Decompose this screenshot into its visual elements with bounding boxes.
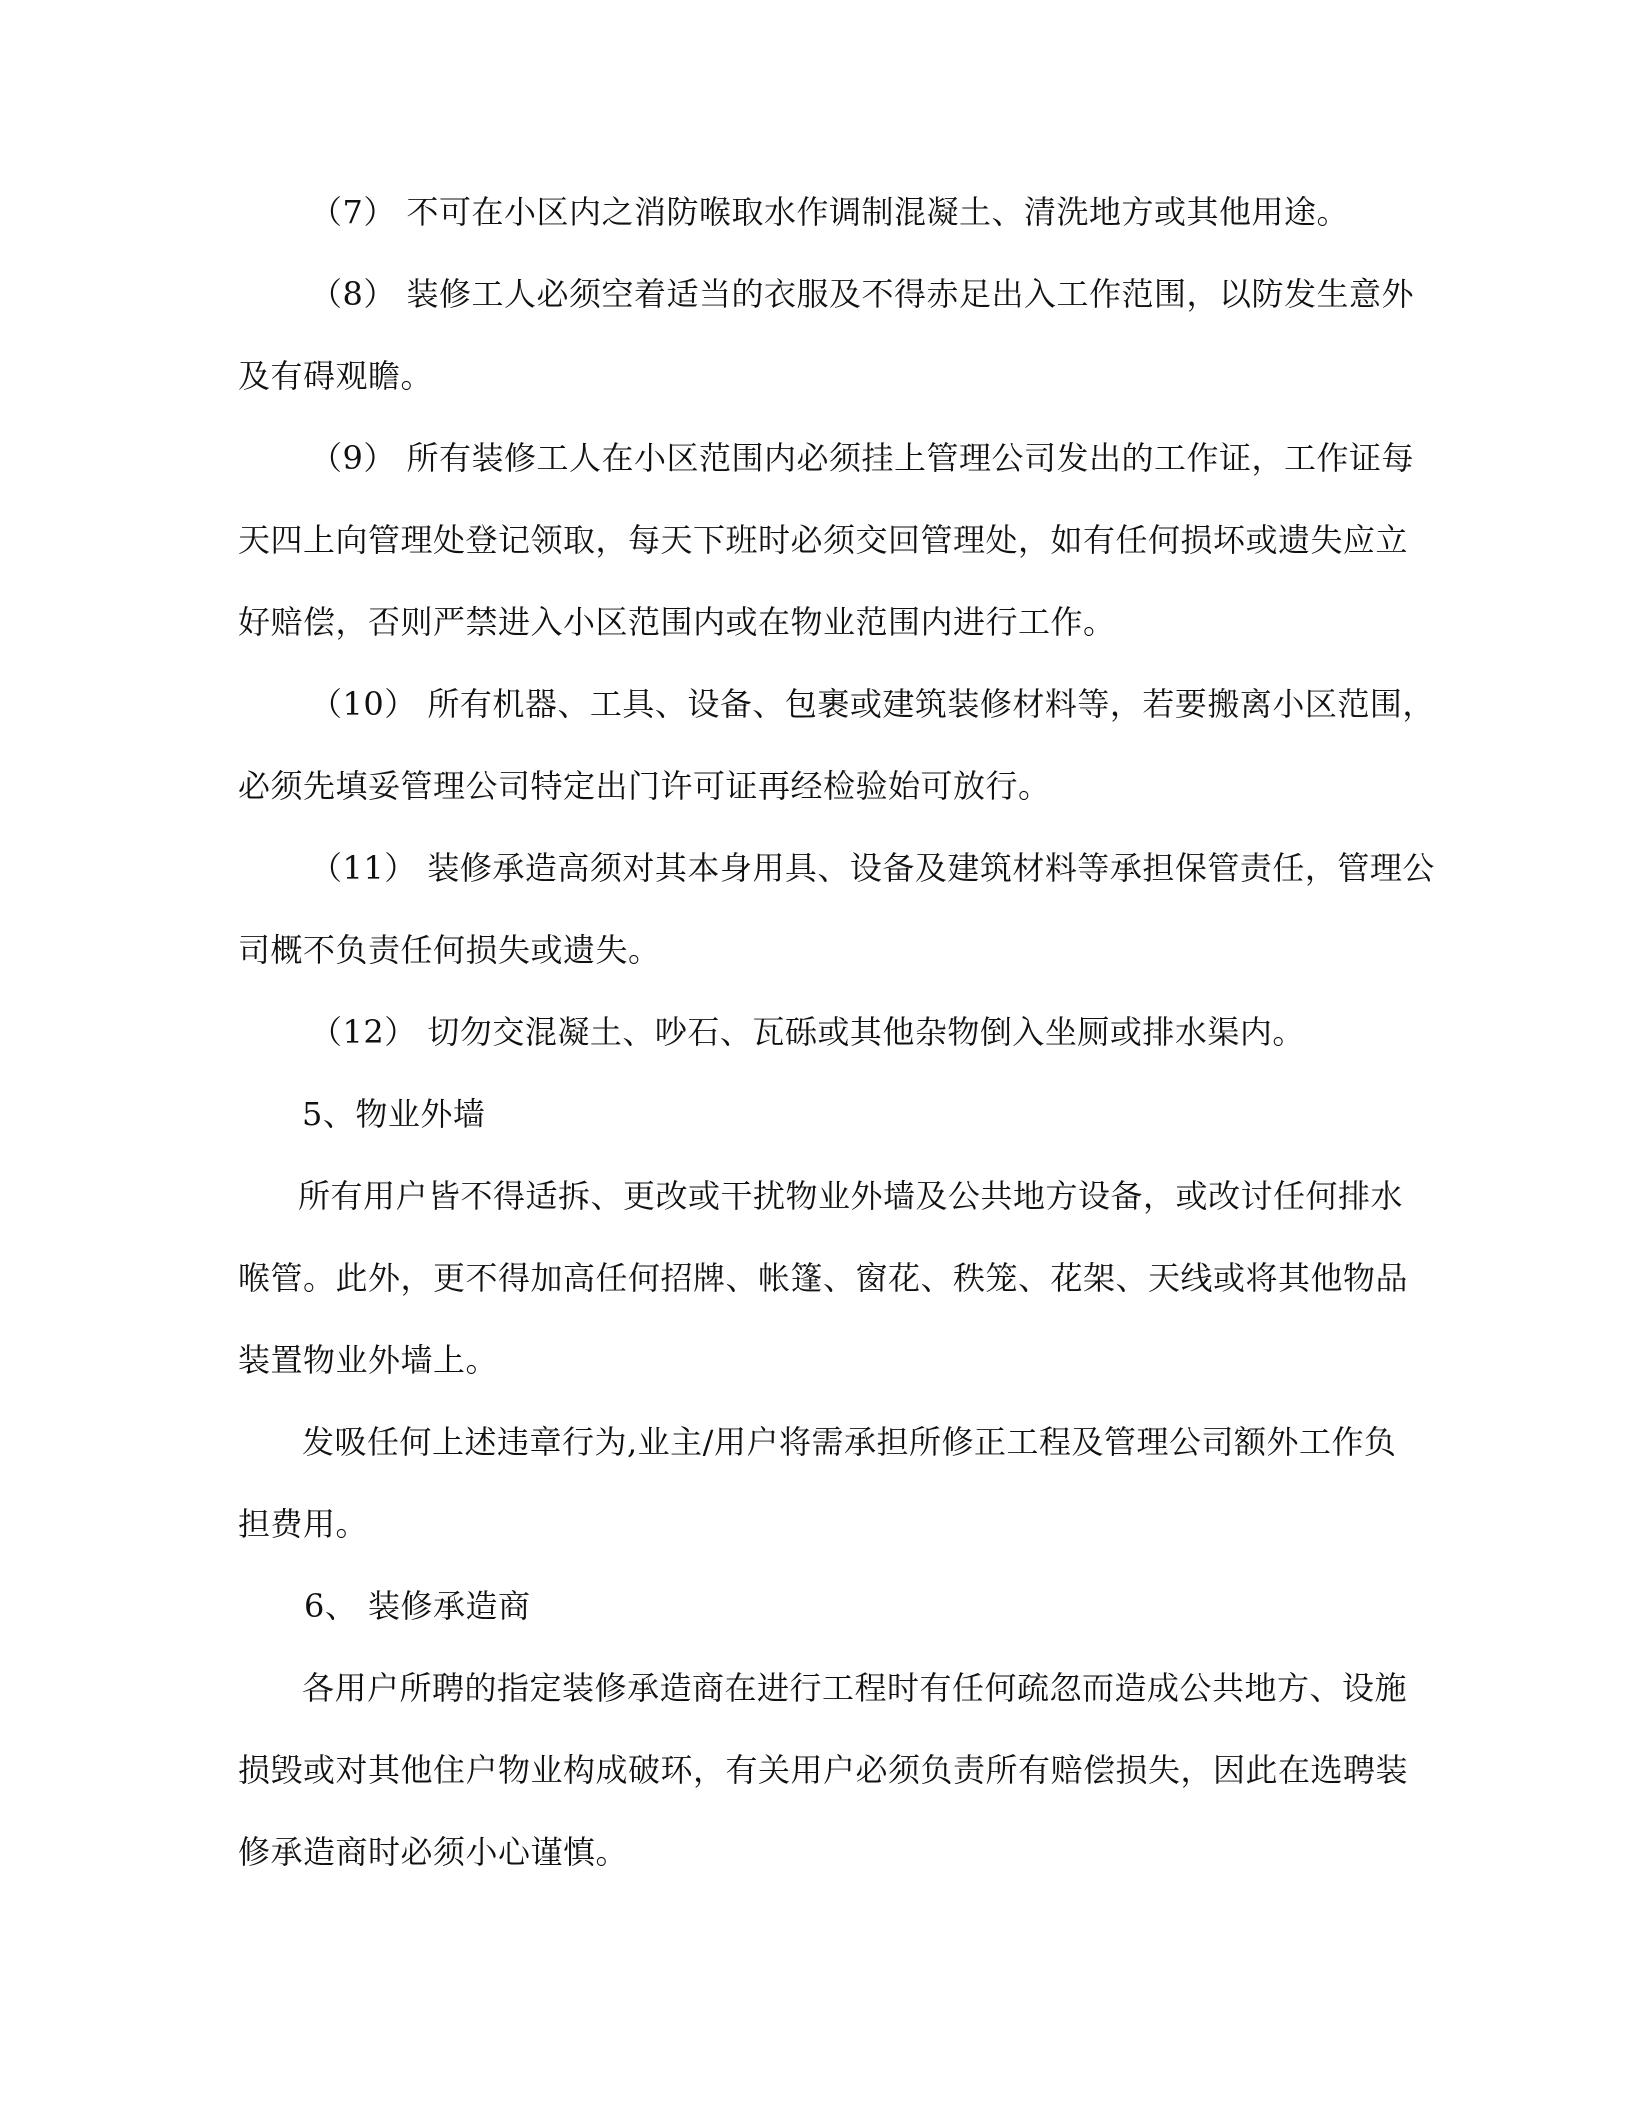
paragraph-line: （9） 所有装修工人在小区范围内必须挂上管理公司发出的工作证，工作证每 xyxy=(310,439,1415,477)
section-heading: 6、 装修承造商 xyxy=(304,1587,531,1625)
paragraph-line: 各用户所聘的指定装修承造商在进行工程时有任何疏忽而造成公共地方、设施 xyxy=(302,1669,1408,1707)
paragraph-line: 好赔偿，否则严禁进入小区范围内或在物业范围内进行工作。 xyxy=(238,603,1116,641)
paragraph-line: 装置物业外墙上。 xyxy=(238,1341,499,1379)
section-heading: 5、物业外墙 xyxy=(302,1095,486,1133)
paragraph-line: 修承造商时必须小心谨慎。 xyxy=(238,1833,629,1871)
paragraph-line: 天四上向管理处登记领取，每天下班时必须交回管理处，如有任何损坏或遗失应立 xyxy=(238,521,1409,559)
paragraph-line: （7） 不可在小区内之消防喉取水作调制混凝土、清洗地方或其他用途。 xyxy=(310,193,1350,231)
paragraph-line: 喉管。此外，更不得加高任何招牌、帐篷、窗花、秩笼、花架、天线或将其他物品 xyxy=(238,1259,1409,1297)
paragraph-line: （11） 装修承造高须对其本身用具、设备及建筑材料等承担保管责任，管理公 xyxy=(310,849,1435,887)
paragraph-line: 司概不负责任何损失或遗失。 xyxy=(238,931,661,969)
paragraph-line: 必须先填妥管理公司特定出门许可证再经检验始可放行。 xyxy=(238,767,1051,805)
paragraph-line: 所有用户皆不得适拆、更改或干扰物业外墙及公共地方设备，或改讨任何排水 xyxy=(298,1177,1404,1215)
paragraph-line: （8） 装修工人必须空着适当的衣服及不得赤足出入工作范围，以防发生意外 xyxy=(310,275,1415,313)
paragraph-line: 发吸任何上述违章行为,业主/用户将需承担所修正工程及管理公司额外工作负 xyxy=(302,1423,1397,1461)
document-body xyxy=(238,188,1435,1910)
paragraph-line: （10） 所有机器、工具、设备、包裹或建筑装修材料等，若要搬离小区范围， xyxy=(310,685,1435,723)
paragraph-line: （12） 切勿交混凝土、吵石、瓦砾或其他杂物倒入坐厕或排水渠内。 xyxy=(310,1013,1305,1051)
paragraph-line: 损毁或对其他住户物业构成破环，有关用户必须负责所有赔偿损失，因此在选聘装 xyxy=(238,1751,1409,1789)
paragraph-line: 担费用。 xyxy=(238,1505,369,1543)
paragraph-line: 及有碍观瞻。 xyxy=(238,357,434,395)
